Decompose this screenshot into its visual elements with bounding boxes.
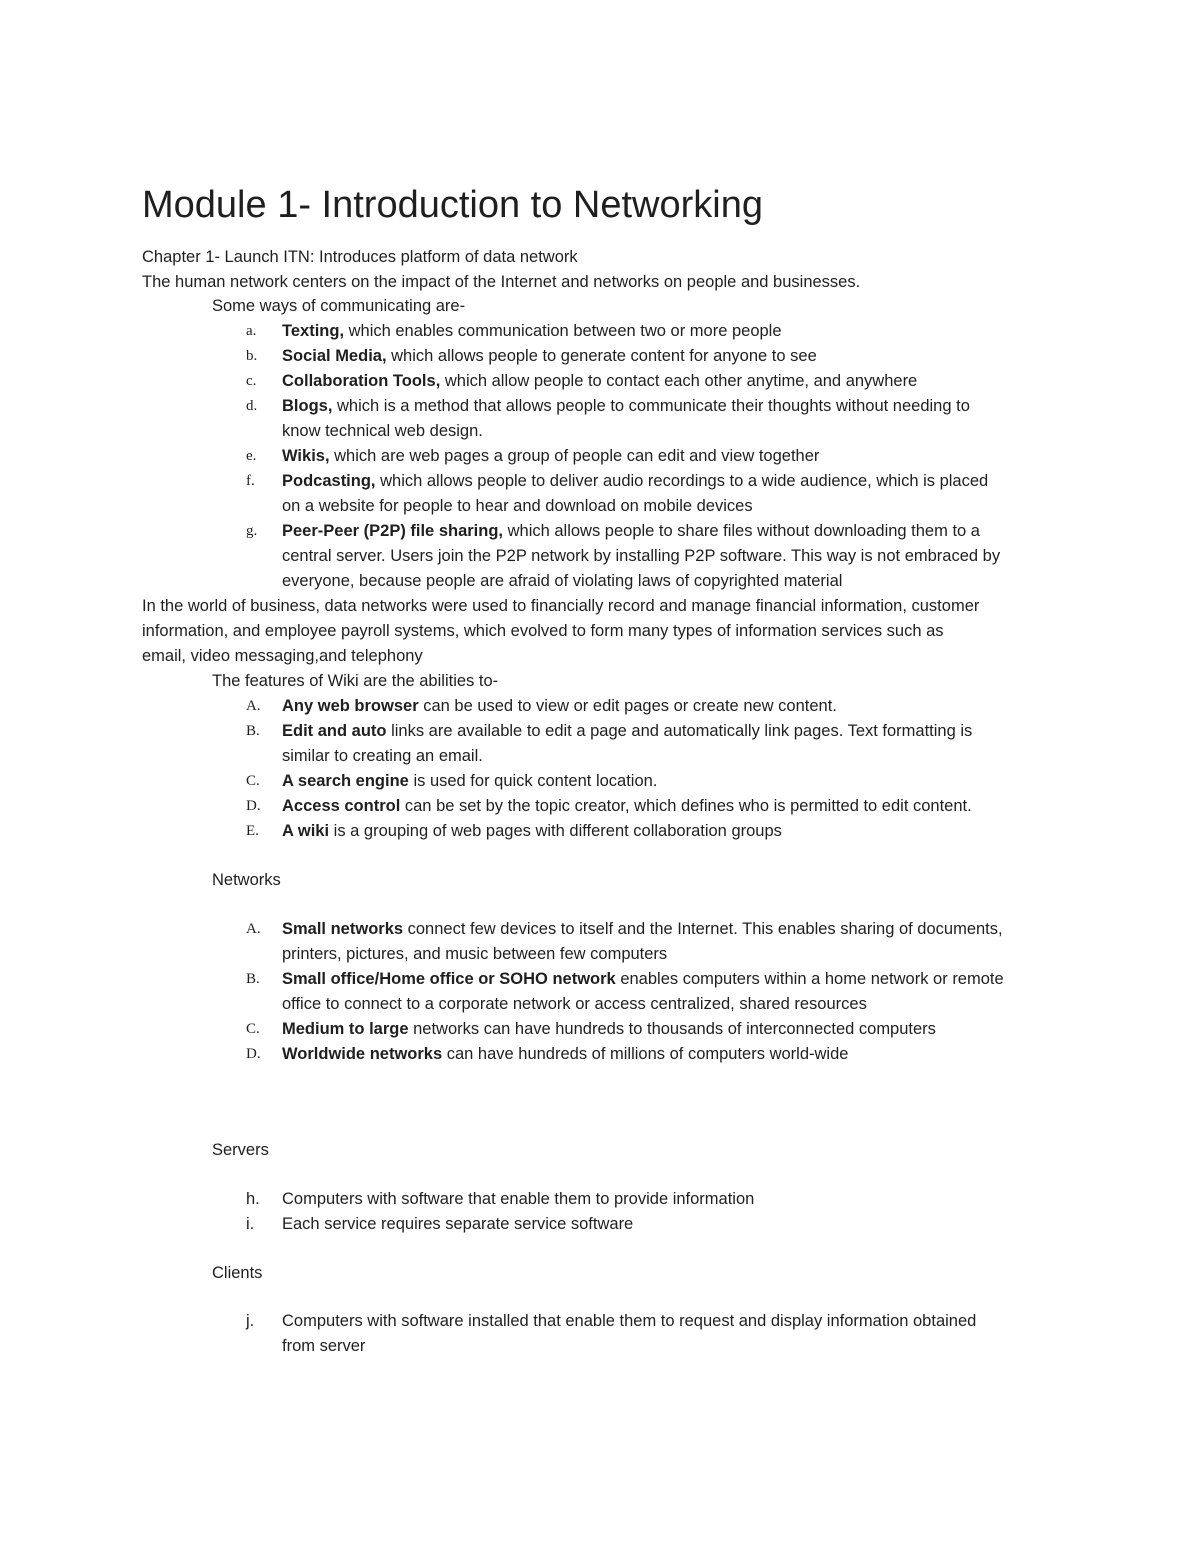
list-item-lead: Peer-Peer (P2P) file sharing, <box>282 522 504 540</box>
list-item-lead: Edit and auto <box>282 722 387 740</box>
list-marker: A. <box>246 921 261 937</box>
list-item-text: similar to creating an email. <box>282 747 483 765</box>
list-item-lead: Any web browser <box>282 697 419 715</box>
list-item-text: Computers with software that enable them to provide information <box>282 1190 755 1208</box>
networks-heading: Networks <box>212 871 281 889</box>
list-item-line <box>282 1309 976 1334</box>
list-item-text: which allows people to share files without downloading them to a <box>503 522 980 540</box>
list-item-line <box>282 694 837 719</box>
list-item-line <box>282 769 657 794</box>
list-item-text: which allows people to generate content for anyone to see <box>386 347 817 365</box>
list-item-line <box>282 1334 365 1359</box>
list-item-text: networks can have hundreds to thousands of interconnected computers <box>408 1020 936 1038</box>
page-title: Module 1- Introduction to Networking <box>142 184 763 226</box>
list-item-text: can be set by the topic creator, which defines who is permitted to edit content. <box>400 797 972 815</box>
list-item-line <box>282 569 842 594</box>
list-item-line <box>282 992 867 1017</box>
list-item-line <box>282 719 972 744</box>
list-marker: g. <box>246 523 258 539</box>
list-item-text: printers, pictures, and music between few computers <box>282 945 668 963</box>
list-item-text: links are available to edit a page and automatically link pages. Text formatting is <box>386 722 973 740</box>
list-item-text: which allow people to contact each other anytime, and anywhere <box>440 372 918 390</box>
list-marker: D. <box>246 798 261 814</box>
list-item-lead: A search engine <box>282 772 409 790</box>
paragraph-line: In the world of business, data networks were used to financially record and manage financial information, customer <box>142 597 980 615</box>
wiki-heading: The features of Wiki are the abilities to- <box>212 672 499 690</box>
servers-heading: Servers <box>212 1141 269 1159</box>
list-marker: e. <box>246 448 257 464</box>
list-item-line <box>282 419 483 444</box>
human-network-line: The human network centers on the impact of the Internet and networks on people and businesses. <box>142 273 861 291</box>
list-marker: j. <box>246 1312 255 1330</box>
list-item-line <box>282 469 988 494</box>
list-item-text: is used for quick content location. <box>408 772 658 790</box>
list-item-line <box>282 494 753 519</box>
list-marker: C. <box>246 1021 260 1037</box>
list-marker: a. <box>246 323 257 339</box>
list-item-lead: Social Media, <box>282 347 387 365</box>
list-item-line <box>282 444 819 469</box>
list-item-text: which enables communication between two or more people <box>344 322 782 340</box>
list-marker: D. <box>246 1046 261 1062</box>
list-item-text: which are web pages a group of people can edit and view together <box>329 447 820 465</box>
list-item-text: office to connect to a corporate network or access centralized, shared resources <box>282 995 867 1013</box>
list-marker: b. <box>246 348 258 364</box>
list-item-text: connect few devices to itself and the Internet. This enables sharing of documents, <box>403 920 1003 938</box>
list-item-text: can be used to view or edit pages or create new content. <box>418 697 837 715</box>
list-marker: A. <box>246 698 261 714</box>
list-item-line <box>282 967 1004 992</box>
list-item-text: can have hundreds of millions of computers world-wide <box>442 1045 849 1063</box>
list-item-lead: Blogs, <box>282 397 333 415</box>
list-item-text: which is a method that allows people to communicate their thoughts without needing to <box>332 397 970 415</box>
list-item-line <box>282 369 917 394</box>
list-item-line <box>282 1187 754 1212</box>
list-marker: h. <box>246 1190 260 1208</box>
paragraph-line: information, and employee payroll systems, which evolved to form many types of information services such as <box>142 622 944 640</box>
list-item-text: Computers with software installed that enable them to request and display information obtained <box>282 1312 977 1330</box>
list-item-line <box>282 344 817 369</box>
list-item-lead: Small networks <box>282 920 404 938</box>
list-item-lead: Access control <box>282 797 401 815</box>
list-item-line <box>282 519 980 544</box>
list-item-lead: Wikis, <box>282 447 330 465</box>
list-item-lead: Podcasting, <box>282 472 376 490</box>
list-item-text: from server <box>282 1337 366 1355</box>
list-item-line <box>282 794 972 819</box>
paragraph-line: email, video messaging,and telephony <box>142 647 423 665</box>
list-item-line <box>282 319 782 344</box>
list-item-line <box>282 819 782 844</box>
list-item-line <box>282 1042 848 1067</box>
list-marker: i. <box>246 1215 255 1233</box>
list-marker: C. <box>246 773 260 789</box>
list-marker: d. <box>246 398 258 414</box>
chapter-line: Chapter 1- Launch ITN: Introduces platform of data network <box>142 248 578 266</box>
list-marker: B. <box>246 971 260 987</box>
list-item-line <box>282 1017 936 1042</box>
list-item-text: know technical web design. <box>282 422 483 440</box>
list-item-line <box>282 394 970 419</box>
list-item-lead: Collaboration Tools, <box>282 372 441 390</box>
list-item-line <box>282 942 667 967</box>
list-item-lead: Texting, <box>282 322 345 340</box>
clients-heading: Clients <box>212 1264 263 1282</box>
list-item-lead: A wiki <box>282 822 330 840</box>
list-item-lead: Small office/Home office or SOHO network <box>282 970 616 988</box>
list-item-line <box>282 917 1003 942</box>
list-marker: B. <box>246 723 260 739</box>
list-item-text: is a grouping of web pages with different collaboration groups <box>329 822 782 840</box>
list-item-text: which allows people to deliver audio recordings to a wide audience, which is placed <box>375 472 989 490</box>
list-item-line <box>282 744 483 769</box>
list-item-text: central server. Users join the P2P network by installing P2P software. This way is not embraced by <box>282 547 1001 565</box>
list-item-text: everyone, because people are afraid of violating laws of copyrighted material <box>282 572 843 590</box>
list-item-text: Each service requires separate service software <box>282 1215 634 1233</box>
list-item-text: on a website for people to hear and download on mobile devices <box>282 497 753 515</box>
list-item-line <box>282 544 1000 569</box>
list-marker: E. <box>246 823 259 839</box>
list-item-line <box>282 1212 633 1237</box>
list-item-lead: Worldwide networks <box>282 1045 443 1063</box>
list-item-lead: Medium to large <box>282 1020 409 1038</box>
list-marker: f. <box>246 473 255 489</box>
communicating-heading: Some ways of communicating are- <box>212 297 466 315</box>
list-marker: c. <box>246 373 257 389</box>
list-item-text: enables computers within a home network or remote <box>615 970 1004 988</box>
